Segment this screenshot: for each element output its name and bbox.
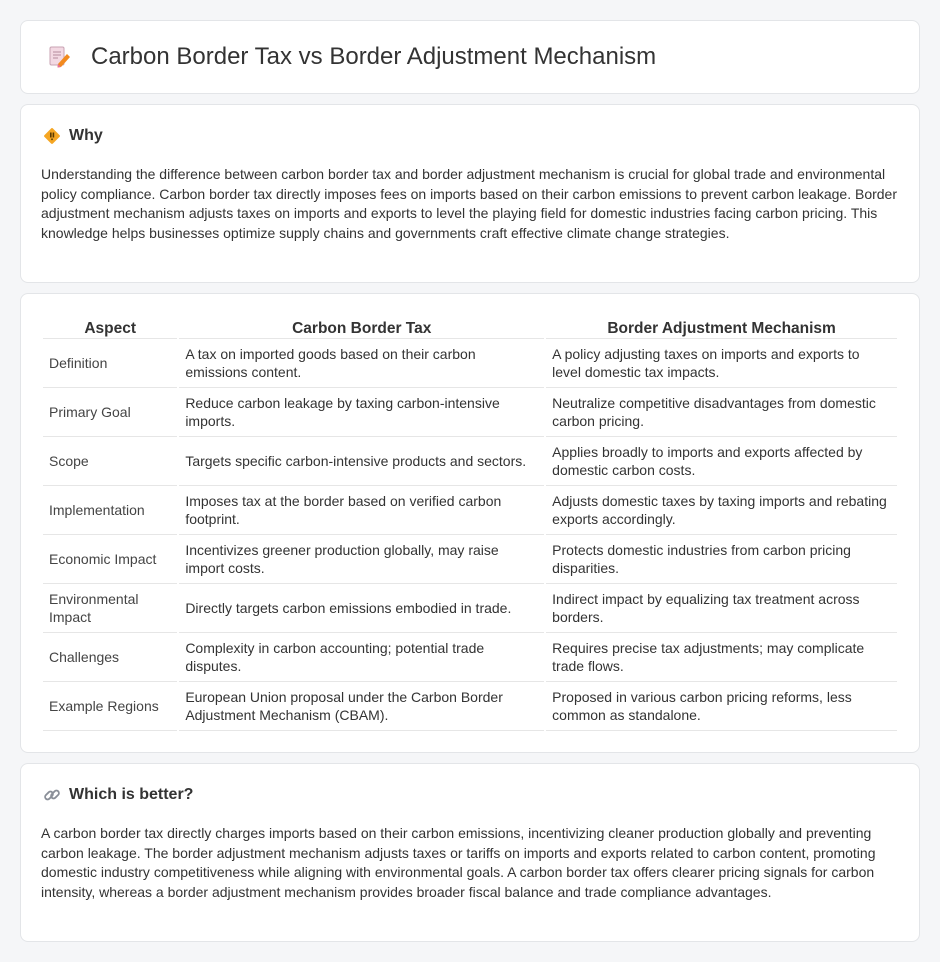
title-card	[20, 20, 920, 94]
table-row	[43, 535, 897, 584]
row-aspect: Challenges	[43, 633, 177, 682]
row-aspect: Environmental Impact	[43, 584, 177, 633]
table-row	[43, 486, 897, 535]
row-carbon-border-tax: Complexity in carbon accounting; potential trade disputes.	[179, 633, 544, 682]
table-row	[43, 633, 897, 682]
diamond-warning-icon	[43, 127, 61, 145]
which-is-better-paragraph: A carbon border tax directly charges imports based on their carbon emissions, incentivizing cleaner production globally and preventing carbon leakage. The border adjustment mechanism adjusts taxes or tariffs on imports and exports related to carbon content, promoting domestic industry competitiveness while aligning with environmental goals. A carbon border tax offers clearer pricing signals for carbon intensity, whereas a border adjustment mechanism provides broader fiscal balance and trade compliance advantages.	[41, 825, 876, 900]
row-aspect: Economic Impact	[43, 535, 177, 584]
row-carbon-border-tax: Targets specific carbon-intensive products and sectors.	[179, 437, 544, 486]
header-carbon-border-tax: Carbon Border Tax	[179, 316, 544, 339]
row-border-adjustment: A policy adjusting taxes on imports and exports to level domestic tax impacts.	[546, 339, 897, 388]
which-is-better-heading: Which is better?	[69, 786, 194, 803]
why-paragraph: Understanding the difference between carbon border tax and border adjustment mechanism is crucial for global trade and environmental policy compliance. Carbon border tax directly imposes fees on imports based on their carbon emissions to prevent carbon leakage. Border adjustment mechanism adjusts taxes on imports and exports to level the playing field for domestic industries facing carbon pricing. This knowledge helps businesses optimize supply chains and governments craft effective climate change strategies.	[41, 166, 897, 241]
row-carbon-border-tax: A tax on imported goods based on their carbon emissions content.	[179, 339, 544, 388]
header-border-adjustment-mechanism: Border Adjustment Mechanism	[546, 316, 897, 339]
page-title: Carbon Border Tax vs Border Adjustment Mechanism	[91, 43, 657, 70]
row-aspect: Definition	[43, 339, 177, 388]
row-border-adjustment: Protects domestic industries from carbon pricing disparities.	[546, 535, 897, 584]
table-header-row	[43, 316, 897, 339]
row-aspect: Example Regions	[43, 682, 177, 731]
row-border-adjustment: Requires precise tax adjustments; may complicate trade flows.	[546, 633, 897, 682]
row-border-adjustment: Proposed in various carbon pricing reforms, less common as standalone.	[546, 682, 897, 731]
why-heading: Why	[69, 127, 103, 144]
table-row	[43, 437, 897, 486]
comparison-table	[41, 316, 899, 731]
link-icon	[43, 786, 61, 804]
row-carbon-border-tax: Reduce carbon leakage by taxing carbon-intensive imports.	[179, 388, 544, 437]
row-aspect: Implementation	[43, 486, 177, 535]
row-aspect: Primary Goal	[43, 388, 177, 437]
which-is-better-section	[20, 763, 920, 942]
row-border-adjustment: Neutralize competitive disadvantages from domestic carbon pricing.	[546, 388, 897, 437]
why-section	[20, 104, 920, 283]
table-row	[43, 584, 897, 633]
row-border-adjustment: Indirect impact by equalizing tax treatment across borders.	[546, 584, 897, 633]
row-aspect: Scope	[43, 437, 177, 486]
document-edit-icon	[49, 45, 71, 69]
row-border-adjustment: Applies broadly to imports and exports affected by domestic carbon costs.	[546, 437, 897, 486]
row-carbon-border-tax: European Union proposal under the Carbon Border Adjustment Mechanism (CBAM).	[179, 682, 544, 731]
table-row	[43, 339, 897, 388]
comparison-table-card	[20, 293, 920, 753]
table-row	[43, 388, 897, 437]
header-aspect: Aspect	[43, 316, 177, 339]
row-carbon-border-tax: Imposes tax at the border based on verified carbon footprint.	[179, 486, 544, 535]
row-carbon-border-tax: Directly targets carbon emissions embodied in trade.	[179, 584, 544, 633]
table-row	[43, 682, 897, 731]
row-border-adjustment: Adjusts domestic taxes by taxing imports and rebating exports accordingly.	[546, 486, 897, 535]
row-carbon-border-tax: Incentivizes greener production globally, may raise import costs.	[179, 535, 544, 584]
